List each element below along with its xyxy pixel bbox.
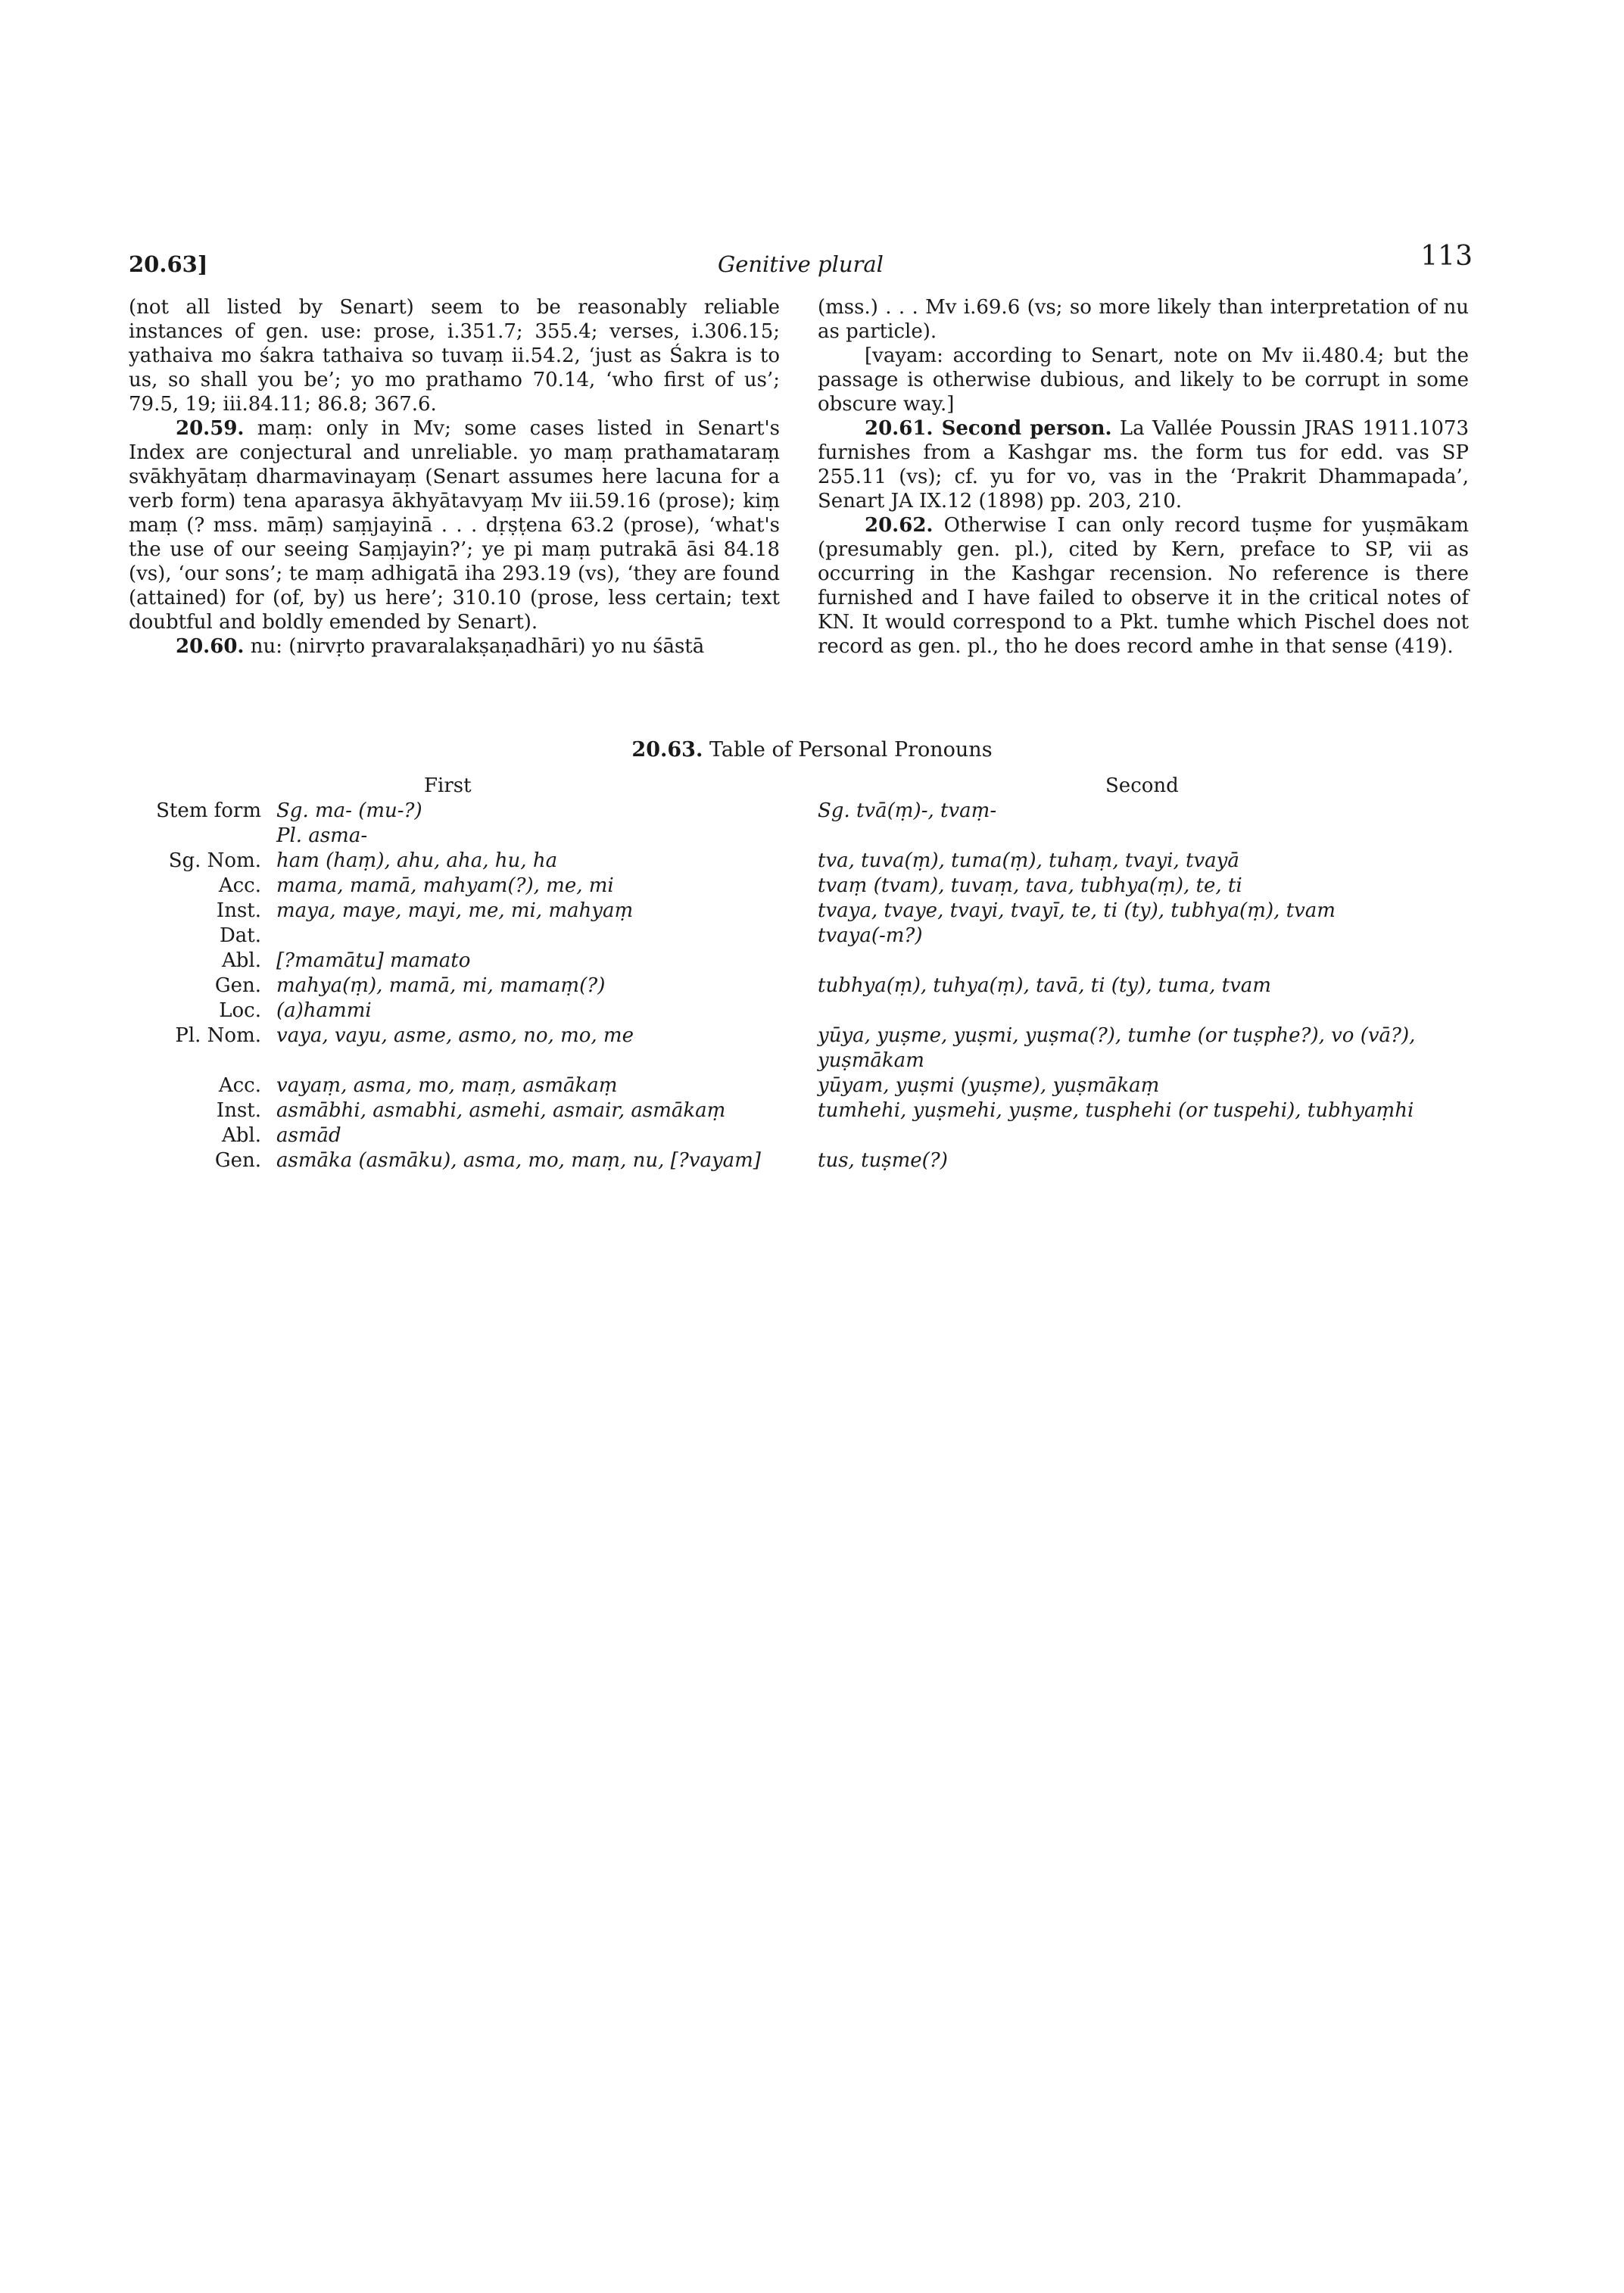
second-person-cell: tva, tuva(ṃ), tuma(ṃ), tuhaṃ, tvayi, tvayā [818,849,1239,872]
table-row [121,874,1484,899]
paragraph-20-61 [818,416,1469,513]
row-label: Acc. [218,1074,261,1097]
running-title: Genitive plural [718,251,884,277]
column-header-first: First [424,774,472,797]
row-label: Stem form [156,799,261,822]
second-person-cell: Sg. tvā(ṃ)-, tvaṃ- [818,799,997,822]
paragraph: (mss.) . . . Mv i.69.6 (vs; so more likely than interpretation of nu as particle). [818,296,1469,343]
table-row [121,924,1484,949]
first-person-cell: asmābhi, asmabhi, asmehi, asmair, asmākaṃ [276,1099,726,1122]
table-caption: Table of Personal Pronouns [709,738,993,762]
table-row [121,1148,1484,1198]
paragraph-text: maṃ: only in Mv; some cases listed in Senart's Index are conjectural and unreliable. yo maṃ prathamataraṃ svākhyātaṃ dharmavinayaṃ (Senart assumes here lacuna for a verb form) tena aparasya ākhyātavyaṃ Mv iii.59.16 (prose); kiṃ maṃ (? mss. māṃ) saṃjayinā . . . dṛṣṭena 63.2 (prose), ‘what's the use of our seeing Saṃjayin?’; ye pi maṃ putrakā āsi 84.18 (vs), ‘our sons’; te maṃ adhigatā iha 293.19 (vs), ‘they are found (attained) for (of, by) us here’; 310.10 (prose, less certain; text doubtful and boldly emended by Senart). [129,417,780,634]
second-person-cell: tvaya(-m?) [818,924,923,947]
right-column [818,295,1469,659]
first-person-cell: Sg. ma- (mu-?) [276,799,422,822]
table-row [121,974,1484,999]
table-row [121,899,1484,924]
second-person-cell: tus, tuṣme(?) [818,1149,948,1172]
table-row [121,949,1484,974]
row-label: Pl. Nom. [175,1024,261,1047]
first-person-cell: mama, mamā, mahyam(?), me, mi [276,874,614,897]
table-row [121,1023,1484,1073]
section-number: 20.60. [176,635,245,658]
second-person-cell: tumhehi, yuṣmehi, yuṣme, tusphehi (or tuspehi), tubhyaṃhi [818,1099,1414,1122]
table-row [121,999,1484,1023]
table-row [121,1123,1484,1148]
row-label: Gen. [214,974,261,997]
first-person-cell: Pl. asma- [276,824,368,847]
first-person-cell: ham (haṃ), ahu, aha, hu, ha [276,849,558,872]
page-number: 113 [1420,241,1473,272]
second-person-cell: tvaṃ (tvam), tuvaṃ, tava, tubhya(ṃ), te, ti [818,874,1242,897]
table-row [121,1098,1484,1123]
first-person-cell: (a)hammi [276,999,372,1022]
paragraph-text: nu: (nirvṛto pravaralakṣaṇadhāri) yo nu śāstā [250,635,705,658]
column-header-second: Second [1105,774,1179,797]
first-person-cell: vaya, vayu, asme, asmo, no, mo, me [276,1024,634,1047]
row-label: Abl. [222,1124,261,1147]
paragraph-20-60 [129,634,780,659]
row-label: Loc. [219,999,261,1022]
row-label: Abl. [222,949,261,972]
second-person-cell: tubhya(ṃ), tuhya(ṃ), tavā, ti (ty), tuma, tvam [818,974,1271,997]
section-number: 20.59. [176,417,245,440]
row-label: Inst. [216,1099,261,1122]
table-header-row [121,774,1484,799]
table-number: 20.63. [631,738,703,762]
pronoun-table [121,774,1484,1198]
first-person-cell: vayaṃ, asma, mo, maṃ, asmākaṃ [276,1074,618,1097]
row-label: Gen. [214,1149,261,1172]
section-number: 20.61. Second person. [865,417,1112,440]
first-person-cell: maya, maye, mayi, me, mi, mahyaṃ [276,899,634,922]
first-person-cell: mahya(ṃ), mamā, mi, mamaṃ(?) [276,974,606,997]
first-person-cell: asmād [276,1124,341,1147]
paragraph-20-59 [129,416,780,634]
table-row [121,1073,1484,1098]
left-column [129,295,780,659]
row-label: Dat. [219,924,261,947]
paragraph-text: La Vallée Poussin JRAS 1911.1073 furnishes from a Kashgar ms. the form tus for edd. vas SP 255.11 (vs); cf. yu for vo, vas in the ‘Prakrit Dhammapada’, Senart JA IX.12 (1898) pp. 203, 210. [818,417,1469,512]
paragraph-text: Otherwise I can only record tuṣme for yuṣmākam (presumably gen. pl.), cited by Kern, preface to SP, vii as occurring in the Kashgar recension. No reference is there furnished and I have failed to observe it in the critical notes of KN. It would correspond to a Pkt. tumhe which Pischel does not record as gen. pl., tho he does record amhe in that sense (419). [818,514,1470,658]
second-person-cell: yūya, yuṣme, yuṣmi, yuṣma(?), tumhe (or tuṣphe?), vo (vā?), yuṣmākam [818,1024,1416,1072]
row-label: Sg. Nom. [168,849,261,872]
second-person-cell: tvaya, tvaye, tvayi, tvayī, te, ti (ty), tubhya(ṃ), tvam [818,899,1336,922]
row-label: Acc. [218,874,261,897]
table-row [121,824,1484,849]
section-reference: 20.63] [129,251,208,277]
table-row [121,849,1484,874]
paragraph: [vayam: according to Senart, note on Mv ii.480.4; but the passage is otherwise dubious, and likely to be corrupt in some obscure way.] [818,344,1469,416]
first-person-cell: asmāka (asmāku), asma, mo, maṃ, nu, [?vayam] [276,1149,761,1172]
paragraph: (not all listed by Senart) seem to be reasonably reliable instances of gen. use: prose, i.351.7; 355.4; verses, i.306.15; yathaiva mo śakra tathaiva so tuvaṃ ii.54.2, ‘just as Śakra is to us, so shall you be’; yo mo prathamo 70.14, ‘who first of us’; 79.5, 19; iii.84.11; 86.8; 367.6. [129,296,780,416]
section-number: 20.62. [865,514,934,537]
second-person-cell: yūyam, yuṣmi (yuṣme), yuṣmākaṃ [818,1074,1160,1097]
first-person-cell: [?mamātu] mamato [276,949,471,972]
table-row [121,799,1484,824]
paragraph-20-62 [818,513,1469,659]
page-header [129,241,1473,286]
table-title [0,738,1624,762]
row-label: Inst. [216,899,261,922]
